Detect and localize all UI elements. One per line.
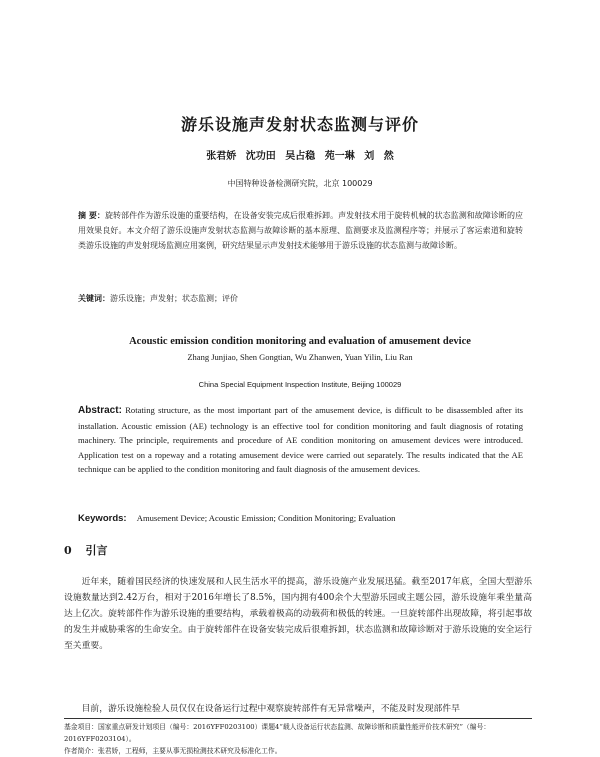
affiliation-cn: 中国特种设备检测研究院，北京 100029 xyxy=(227,179,373,188)
authors-cn: 张君娇 沈功田 吴占稳 苑一琳 刘 然 xyxy=(206,151,394,162)
abstract-cn xyxy=(78,208,523,253)
keywords-en xyxy=(78,513,523,524)
abstract-en xyxy=(78,403,523,477)
keywords-en-text: Amusement Device; Acoustic Emission; Condition Monitoring; Evaluation xyxy=(136,513,396,523)
keywords-cn xyxy=(78,291,523,306)
affiliation-en: China Special Equipment Inspection Institute, Beijing 100029 xyxy=(198,380,402,389)
footnote-divider xyxy=(64,718,532,719)
keywords-cn-text: 游乐设施；声发射；状态监测；评价 xyxy=(110,294,238,303)
footnote-author: 作者简介：张君娇，工程师，主要从事无损检测技术研究及标准化工作。 xyxy=(64,747,282,755)
section-heading-introduction xyxy=(64,542,108,558)
abstract-cn-text: 旋转部件作为游乐设施的重要结构，在设备安装完成后很难拆卸。声发射技术用于旋转机械的状态监测和故障诊断的应用效果良好。本文介绍了游乐设施声发射状态监测与故障诊断的基本原理、监测要求及监测程序等；并展示了客运索道和旋转类游乐设施的声发射现场监测应用案例，研究结果显示声发射技术能够用于游乐设施的状态监测与故障诊断。 xyxy=(78,211,523,250)
authors-en: Zhang Junjiao, Shen Gongtian, Wu Zhanwen, Yuan Yilin, Liu Ran xyxy=(187,352,413,362)
abstract-cn-label: 摘 要： xyxy=(78,210,105,220)
keywords-en-label: Keywords: xyxy=(78,513,127,524)
section-title: 引言 xyxy=(85,544,108,557)
abstract-en-label: Abstract: xyxy=(78,405,122,416)
keywords-cn-label: 关键词： xyxy=(78,293,110,303)
abstract-en-text: Rotating structure, as the most important part of the amusement device, is difficult to be disassembled after its installation. Acoustic emission (AE) technology is an effective tool for condition monitoring and fault diagnosis of rotating machinery. The principle, requirements and procedure of AE condition monitoring on amusement devices were introduced. Application test on a ropeway and a rotating amusement device were carried out separately. The results indicated that the AE technique can be applied to the condition monitoring and fault diagnosis of the amusement devices. xyxy=(78,405,523,475)
intro-paragraph-2: 目前，游乐设施检验人员仅仅在设备运行过程中观察旋转部件有无异常噪声，不能及时发现部件早 xyxy=(81,704,460,714)
title-en: Acoustic emission condition monitoring and evaluation of amusement device xyxy=(129,336,471,347)
section-number: 0 xyxy=(64,544,72,557)
footnote-funding: 基金项目：国家重点研发计划项目（编号：2016YFF0203100）课题4“载人设备运行状态监测、故障诊断和质量性能评价技术研究”（编号：2016YFF0203104）。 xyxy=(64,723,491,743)
intro-paragraph-1: 近年来，随着国民经济的快速发展和人民生活水平的提高，游乐设施产业发展迅猛。截至2017年底，全国大型游乐设施数量达到2.42万台，相对于2016年增长了8.5%，国内拥有400余个大型游乐园或主题公园，游乐设施年乘坐量高达上亿次。旋转部件作为游乐设施的重要结构，承载着极高的动载荷和极低的转速。一旦旋转部件出现故障，将引起事故的发生并威胁乘客的生命安全。由于旋转部件在设备安装完成后很难拆卸，状态监测和故障诊断对于游乐设施的安全运行至关重要。 xyxy=(64,577,532,651)
title-cn: 游乐设施声发射状态监测与评价 xyxy=(180,115,419,134)
